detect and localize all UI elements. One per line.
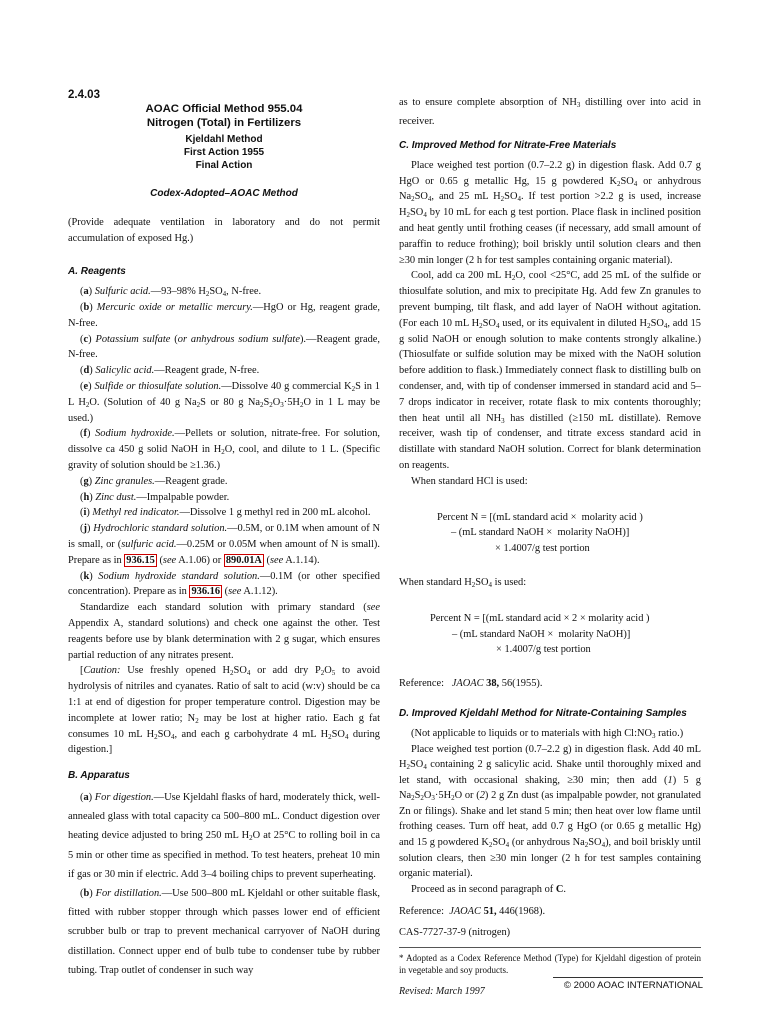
- copyright: © 2000 AOAC INTERNATIONAL: [553, 977, 703, 991]
- section-number: 2.4.03: [68, 89, 100, 101]
- method-name: Kjeldahl Method: [185, 134, 263, 145]
- reagent-j: (j) Hydrochloric standard solution.—0.5M, or 0.1M when amount of N is small, or (sulfuric acid.—0.25M or 0.05M when amount of N is small). Prepare as in 936.15 (see A.1.06) or 890.01A (see A.1.14).: [68, 523, 380, 566]
- left-column: [68, 88, 380, 980]
- reagent-k: (k) Sodium hydroxide standard solution.—0.1M (or other specified concentration). Prepare as in 936.16 (see A.1.12).: [68, 570, 381, 598]
- section-d-paragraph: Place weighed test portion (0.7–2.2 g) in digestion flask. Add 40 mL $H_2SO_4$ containing 2 g salicylic acid. Shake until thoroughly mixed and let stand, with occasional shaking, ≥30 min; then add (1) 5 g $Na_2S_2O_3\cdot 5H_2O$ or (2) 2 g Zn dust (as impalpable powder, not granulated Zn or filings). Shake and let stand 5 min; then heat over low flame until frothing ceases. Turn off heat, add 0.7 g HgO (or 0.65 g metallic Hg) and 15 g powdered $K_2SO_4$ (or anhydrous $Na_2SO_4$), and boil briskly until solution clears, then ≥30 min longer (2 h for test samples containing organic material).: [399, 743, 702, 880]
- method-title: AOAC Official Method 955.04: [145, 103, 303, 115]
- ref-link-936-16[interactable]: 936.16: [191, 586, 221, 598]
- footnote-divider: [399, 947, 701, 948]
- reagents-heading: A. Reagents: [68, 266, 126, 278]
- method-subject: Nitrogen (Total) in Fertilizers: [146, 117, 302, 129]
- ref-link-936-15[interactable]: 936.15: [126, 554, 155, 566]
- reference-c: Reference: JAOAC 38, 56(1955).: [399, 678, 543, 690]
- formula-hcl: Percent N = [(mL standard acid × molarity acid ) – (mL standard NaOH × molarity NaOH)] × 1.4007/g test portion: [437, 511, 643, 555]
- footnote: * Adopted as a Codex Reference Method (Type) for Kjeldahl digestion of protein in vegetable and soy products.: [399, 953, 701, 976]
- right-column: [399, 93, 701, 1000]
- section-c-heading: C. Improved Method for Nitrate-Free Materials: [399, 140, 617, 151]
- proceed-paragraph: Proceed as in second paragraph of C.: [411, 883, 566, 895]
- section-c-paragraph-2: Cool, add ca 200 mL $H_2O$, cool <25°C, add 25 mL of the sulfide or thiosulfate solution, and mix to precipitate Hg. Add few Zn granules to prevent bumping, tilt flask, and add layer of NaOH without agitation. (For each 10 mL $H_2SO_4$ used, or its equivalent in diluted $H_2SO_4$, add 15 g solid NaOH or enough solution to make contents strongly alkaline.) (Thiosulfate or sulfide solution may be mixed with the NaOH solution before addition to flask.) Immediately connect flask to distilling bulb on condenser, and, with tip of condenser immersed in standard acid and 5–7 drops indicator in receiver, rotate flask to mix contents thoroughly; then heat until all $NH_3$ has distilled (≥150 mL distillate). Remove receiver, wash tip of condenser, and titrate excess standard acid in distillate with standard NaOH solution. Correct for blank determination on reagents.: [399, 270, 702, 471]
- formula-h2so4: Percent N = [(mL standard acid × 2 × molarity acid ) – (mL standard NaOH × molarity NaOH)] × 1.4007/g test portion: [430, 612, 650, 656]
- final-action: Final Action: [195, 160, 253, 171]
- reagent-g: (g) Zinc granules.—Reagent grade.: [80, 475, 228, 487]
- section-c-paragraph-1: Place weighed test portion (0.7–2.2 g) in digestion flask. Add 0.7 g HgO or 0.65 g metallic Hg, 15 g powdered $K_2SO_4$ or anhydrous $Na_2SO_4$, and 25 mL $H_2SO_4$. If test portion >2.2 g is used, increase $H_2SO_4$ by 10 mL for each g test portion. Place flask in inclined position and heat gently until frothing ceases (if necessary, add small amount of paraffin to reduce frothing); boil briskly until solution clears and then ≥30 min longer (2 h for test samples containing organic material).: [399, 159, 702, 266]
- intro-paragraph: (Provide adequate ventilation in laboratory and do not permit accumulation of exposed Hg.): [68, 216, 380, 244]
- ref-link-890-01a[interactable]: 890.01A: [225, 554, 262, 566]
- reagent-b: (b) Mercuric oxide or metallic mercury.—HgO or Hg, reagent grade, N-free.: [68, 301, 380, 329]
- codex-label: Codex-Adopted–AOAC Method: [150, 188, 298, 199]
- apparatus-a: (a) For digestion.—Use Kjeldahl flasks of hard, moderately thick, well-annealed glass with total capacity ca 500–800 mL. Conduct digestion over heating device adjusted to bring 250 mL $H_2O$ at 25°C to rolling boil in ca 5 min or other time as specified in method. To test heaters, preheat 10 min if gas or 30 min if electric. Add 3–4 boiling chips to prevent superheating.: [68, 791, 381, 880]
- caution-paragraph: [Caution: Use freshly opened $H_2SO_4$ or add dry $P_2O_5$ to avoid hydrolysis of nitriles and cyanates. Ratio of salt to acid (w:v) should be ca 1:1 at end of digestion for proper temperature control. Digestion may be incomplete at lower ratio; $N_2$ may be lost at higher ratio. Each g fat consumes 10 mL $H_2SO_4$, and each g carbohydrate 4 mL $H_2SO_4$ during digestion.]: [68, 665, 380, 756]
- reagent-i: (i) Methyl red indicator.—Dissolve 1 g methyl red in 200 mL alcohol.: [80, 507, 371, 519]
- section-d-heading: D. Improved Kjeldahl Method for Nitrate-Containing Samples: [399, 707, 687, 719]
- reagent-d: (d) Salicylic acid.—Reagent grade, N-free.: [80, 365, 260, 377]
- apparatus-b-continued: as to ensure complete absorption of $NH_3$ distilling over into acid in receiver.: [399, 97, 701, 127]
- reagent-e: (e) Sulfide or thiosulfate solution.—Dissolve 40 g commercial $K_2S$ in 1 L $H_2O$. (Solution of 40 g $Na_2S$ or 80 g $Na_2S_2O_3\cdot 5H_2O$ in 1 L may be used.): [68, 380, 380, 424]
- first-action: First Action 1955: [183, 147, 265, 158]
- reagent-f: (f) Sodium hydroxide.—Pellets or solution, nitrate-free. For solution, dissolve ca 450 g solid NaOH in $H_2O$, cool, and dilute to 1 L. (Specific gravity of solution should be ≥1.36.): [68, 428, 381, 471]
- reagent-h: (h) Zinc dust.—Impalpable powder.: [80, 491, 230, 503]
- formula-h2so4-intro: When standard $H_2SO_4$ is used:: [399, 576, 527, 589]
- apparatus-heading: B. Apparatus: [68, 770, 130, 782]
- reagent-a: (a) Sulfuric acid.—93–98% $H_2SO_4$, N-free.: [80, 286, 262, 299]
- reference-d: Reference: JAOAC 51, 446(1968).: [399, 905, 546, 917]
- section-d-note: (Not applicable to liquids or to materials with high $Cl:NO_3$ ratio.): [411, 727, 684, 740]
- apparatus-b: (b) For distillation.—Use 500–800 mL Kjeldahl or other suitable flask, fitted with rubber stopper through which passes lower end of efficient scrubber bulb or trap to prevent mechanical carryover of NaOH during distillation. Connect upper end of bulb tube to condenser tube by rubber tubing. Trap outlet of condenser in such way: [68, 887, 380, 976]
- formula-hcl-intro: When standard HCl is used:: [411, 475, 528, 487]
- reagent-c: (c) Potassium sulfate (or anhydrous sodium sulfate).—Reagent grade, N-free.: [68, 333, 381, 361]
- standardize-paragraph: Standardize each standard solution with primary standard (see Appendix A, standard solutions) and check one against the other. Test reagents before use by blank determination with 2 g sugar, which ensures partial reduction of any nitrates present.: [68, 602, 380, 661]
- revised-date: Revised: March 1997: [399, 986, 485, 998]
- cas-number: CAS-7727-37-9 (nitrogen): [399, 927, 511, 939]
